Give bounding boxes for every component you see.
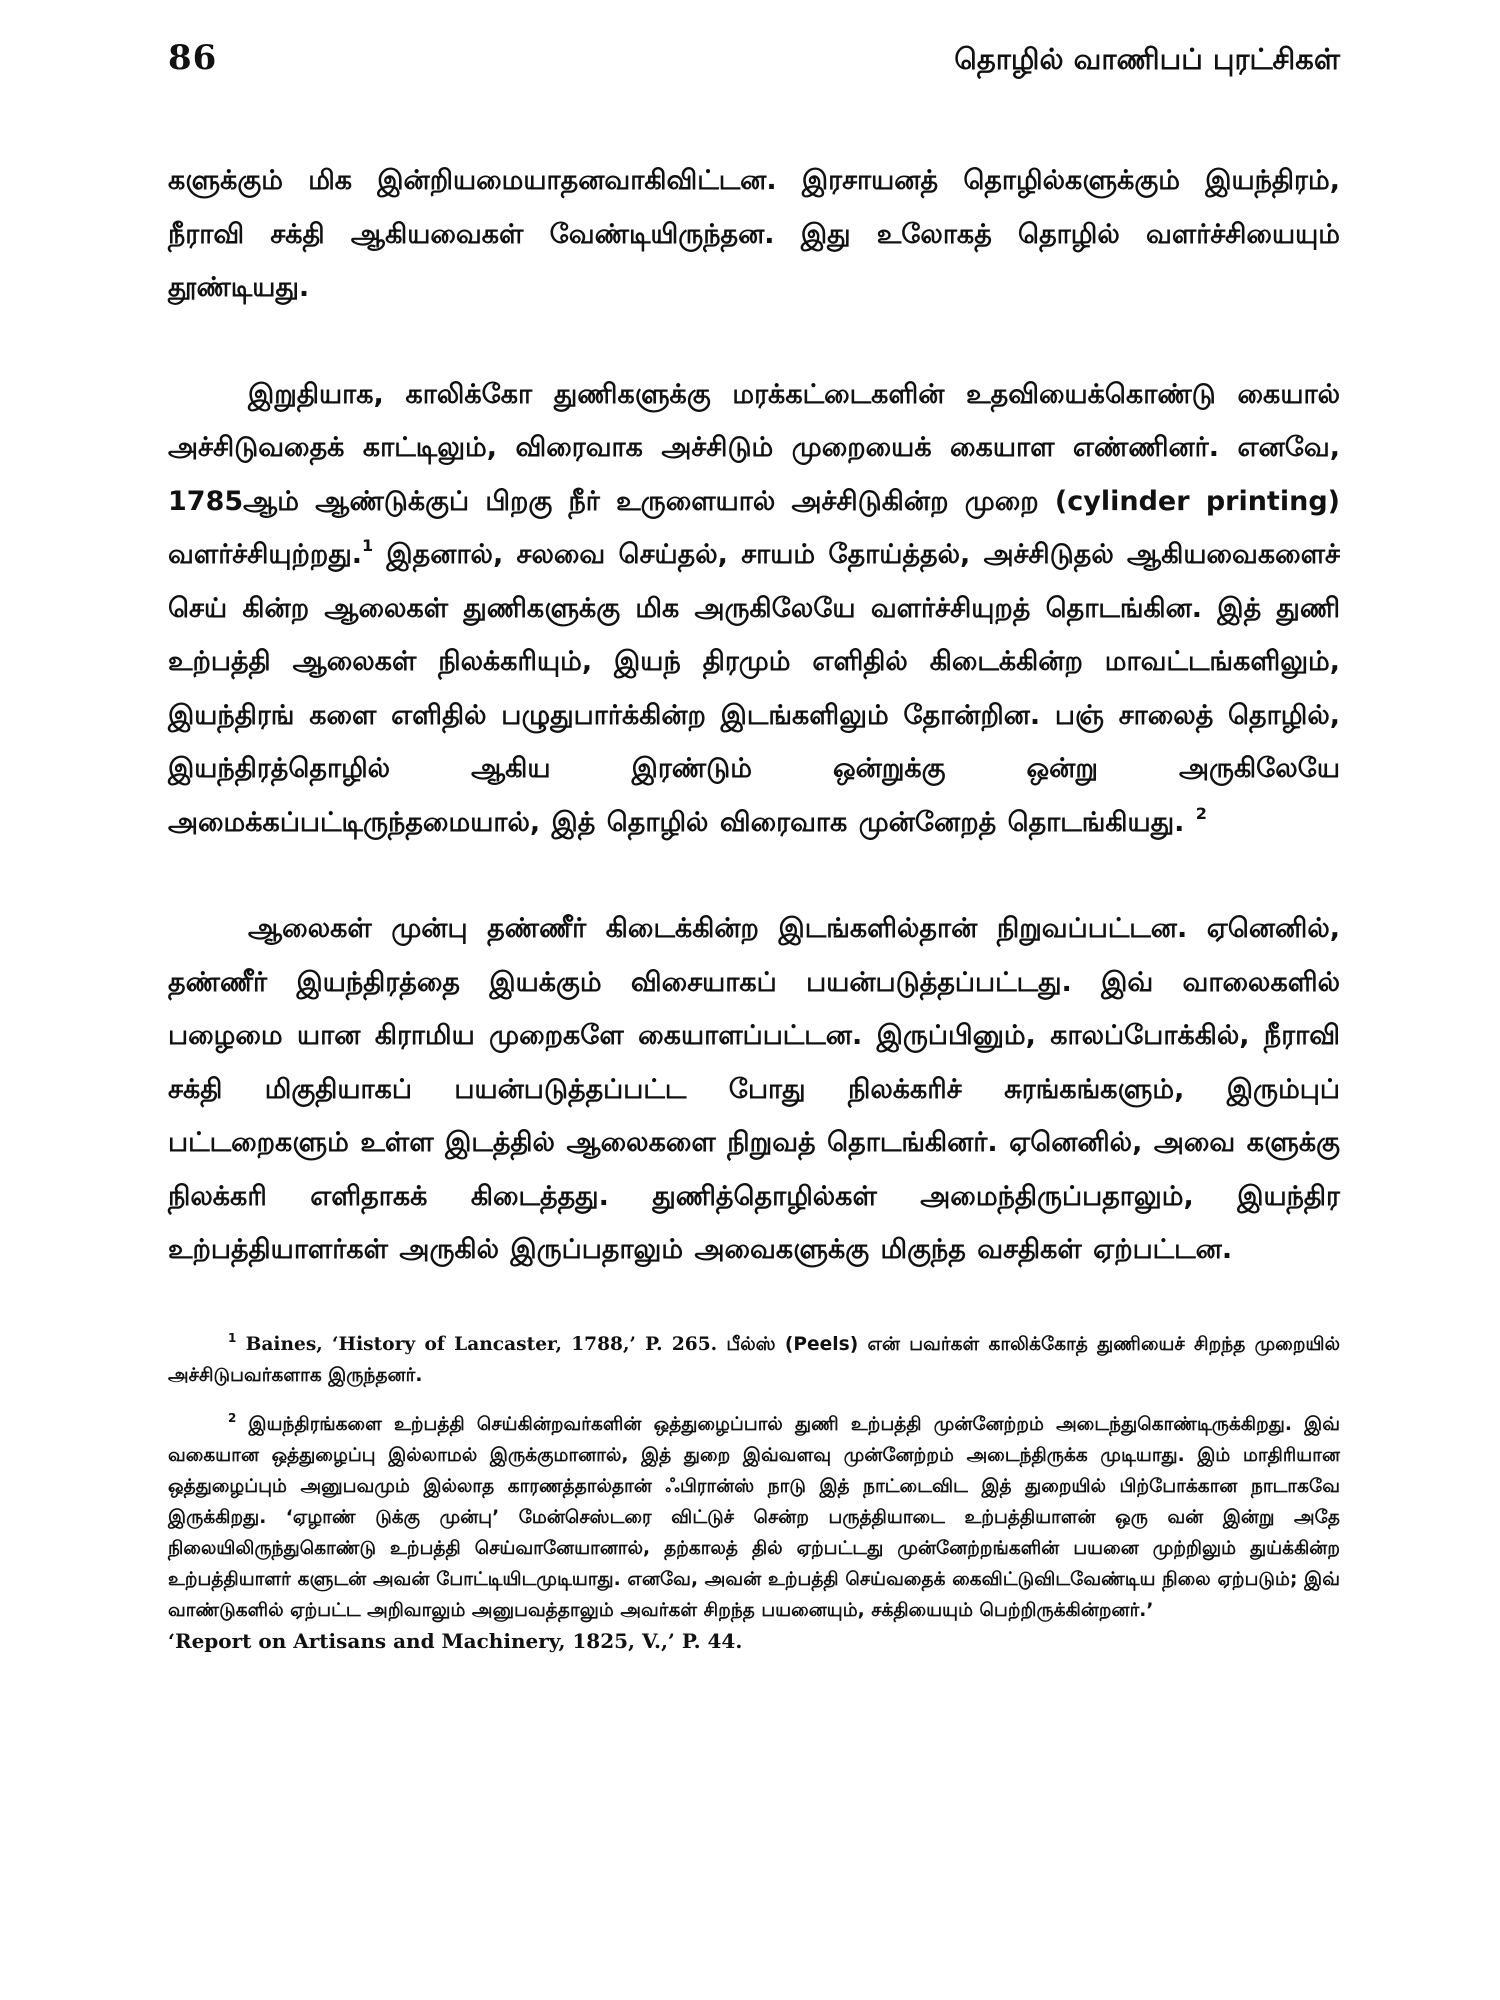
- running-title: தொழில் வாணிபப் புரட்சிகள்: [954, 42, 1340, 76]
- page-header: [168, 38, 1340, 100]
- paragraph-3-text: ஆலைகள் முன்பு தண்ணீர் கிடைக்கின்ற இடங்களில்தான் நிறுவப்பட்டன. ஏனெனில், தண்ணீர் இயந்திரத்தை இயக்கும் விசையாகப் பயன்படுத்தப்பட்டது. இவ் வாலைகளில் பழைமை யான கிராமிய முறைகளே கையாளப்பட்டன. இருப்பினும், காலப்போக்கில், நீராவி சக்தி மிகுதியாகப் பயன்படுத்தப்பட்ட போது நிலக்கரிச் சுரங்கங்களும், இரும்புப் பட்டறைகளும் உள்ள இடத்தில் ஆலைகளை நிறுவத் தொடங்கினர். ஏனெனில், அவை களுக்கு நிலக்கரி எளிதாகக் கிடைத்தது. துணித்தொழில்கள் அமைந்திருப்பதாலும், இயந்திர உற்பத்தியாளர்கள் அருகில் இருப்பதாலும் அவைகளுக்கு மிகுந்த வசதிகள் ஏற்பட்டன.: [168, 913, 1340, 1265]
- footnote-1-citation: Baines, ‘History of Lancaster, 1788,’ P. 265.: [245, 1333, 718, 1355]
- footnotes: [168, 1329, 1340, 1656]
- footnote-2-text: இயந்திரங்களை உற்பத்தி செய்கின்றவர்களின் ஒத்துழைப்பால் துணி உற்பத்தி முன்னேற்றம் அடைந்துகொண்டிருக்கிறது. இவ் வகையான ஒத்துழைப்பு இல்லாமல் இருக்குமானால், இத் துறை இவ்வளவு முன்னேற்றம் அடைந்திருக்க முடியாது. இம் மாதிரியான ஒத்துழைப்பும் அனுபவமும் இல்லாத காரணத்தால்தான் ஃபிரான்ஸ் நாடு இத் நாட்டைவிட இத் துறையில் பிற்போக்கான நாடாகவே இருக்கிறது. ‘ஏழாண் டுக்கு முன்பு’ மேன்செஸ்டரை விட்டுச் சென்ற பருத்தியாடை உற்பத்தியாளன் ஒரு வன் இன்று அதே நிலையிலிருந்துகொண்டு உற்பத்தி செய்வானேயானால், தற்காலத் தில் ஏற்பட்டது முன்னேற்றங்களின் பயனை முற்றிலும் துய்க்கின்ற உற்பத்தியாளர் களுடன் அவன் போட்டியிடமுடியாது. எனவே, அவன் உற்பத்தி செய்வதைக் கைவிட்டுவிடவேண்டிய நிலை ஏற்படும்; இவ் வாண்டுகளில் ஏற்பட்ட அறிவாலும் அனுபவத்தாலும் அவர்கள் சிறந்த பயனையும், சக்தியையும் பெற்றிருக்கின்றனர்.’: [168, 1413, 1340, 1621]
- footnote-2-reference: ‘Report on Artisans and Machinery, 1825, V.,’ P. 44.: [168, 1628, 743, 1653]
- footnote-2-mark: 2: [228, 1410, 237, 1425]
- footnote-ref-2: 2: [1195, 803, 1207, 823]
- footnote-1: [168, 1329, 1340, 1391]
- paragraph-2: [168, 368, 1340, 850]
- paragraph-2-text-b: இதனால், சலவை செய்தல், சாயம் தோய்த்தல், அச்சிடுதல் ஆகியவைகளைச் செய் கின்ற ஆலைகள் துணிகளுக்கு மிக அருகிலேயே வளர்ச்சியுறத் தொடங்கின. இத் துணி உற்பத்தி ஆலைகள் நிலக்கரியும், இயந் திரமும் எளிதில் கிடைக்கின்ற மாவட்டங்களிலும், இயந்திரங் களை எளிதில் பழுதுபார்க்கின்ற இடங்களிலும் தோன்றின. பஞ் சாலைத் தொழில், இயந்திரத்தொழில் ஆகிய இரண்டும் ஒன்றுக்கு ஒன்று அருகிலேயே அமைக்கப்பட்டிருந்தமையால், இத் தொழில் விரைவாக முன்னேறத் தொடங்கியது.: [168, 539, 1340, 838]
- footnote-ref-1: 1: [361, 536, 374, 555]
- footnote-1-text: பீல்ஸ் (Peels) என் பவர்கள் காலிக்கோத் துணியைச் சிறந்த முறையில் அச்சிடுபவர்களாக இருந்தனர்.: [168, 1333, 1341, 1386]
- footnote-1-mark: 1: [228, 1330, 237, 1345]
- paragraph-3: [168, 902, 1340, 1277]
- page-number: 86: [168, 38, 218, 78]
- footnote-2: [168, 1409, 1340, 1626]
- paragraph-1-text: களுக்கும் மிக இன்றியமையாதனவாகிவிட்டன. இரசாயனத் தொழில்களுக்கும் இயந்திரம், நீராவி சக்தி ஆகியவைகள் வேண்டியிருந்தன. இது உலோகத் தொழில் வளர்ச்சியையும் தூண்டியது.: [168, 165, 1340, 303]
- paragraph-2-text-a: இறுதியாக, காலிக்கோ துணிகளுக்கு மரக்கட்டைகளின் உதவியைக்கொண்டு கையால் அச்சிடுவதைக் காட்டிலும், விரைவாக அச்சிடும் முறையைக் கையாள எண்ணினர். எனவே, 1785ஆம் ஆண்டுக்குப் பிறகு நீர் உருளையால் அச்சிடுகின்ற முறை (cylinder printing) வளர்ச்சியுற்றது.: [168, 378, 1340, 570]
- paragraph-1: [168, 154, 1340, 315]
- body-text: [168, 154, 1340, 1277]
